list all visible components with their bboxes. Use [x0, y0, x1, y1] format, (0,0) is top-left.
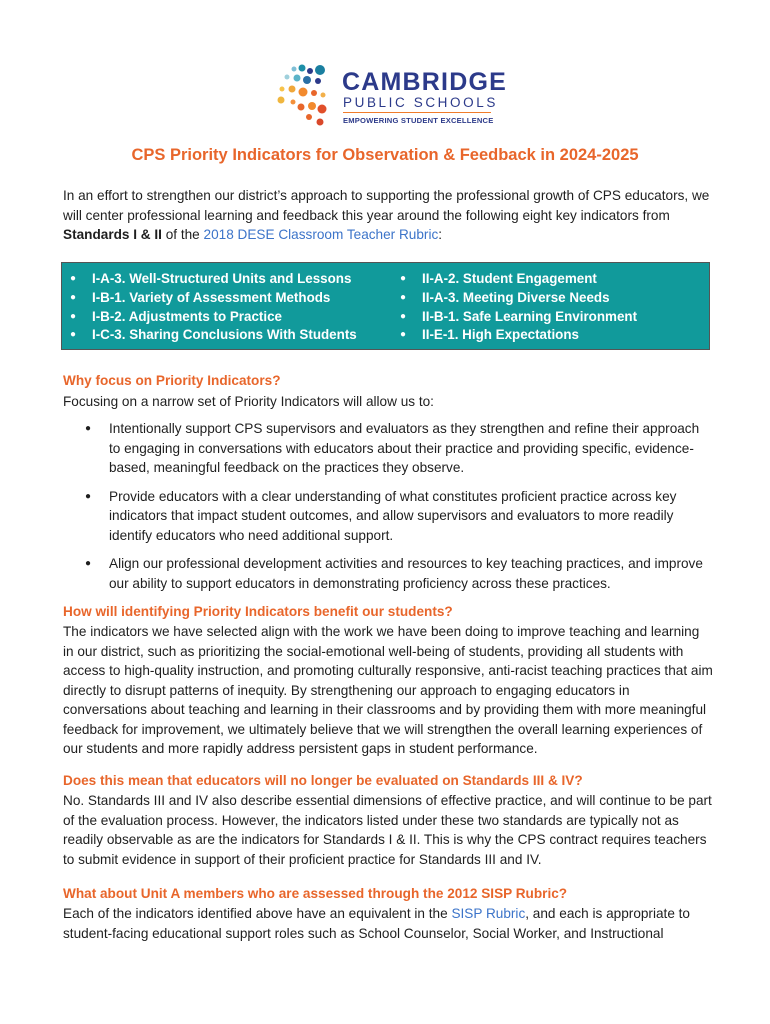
- intro-paragraph: [63, 186, 713, 245]
- indicator-item: ● I-B-2. Adjustments to Practice: [70, 308, 357, 327]
- why-heading: Why focus on Priority Indicators?: [63, 373, 281, 388]
- why-bullets: [63, 419, 713, 602]
- unita-text-2: , and each is appropriate to student-facing educational support roles such as School Counselor, Social Worker, and Instructional: [63, 906, 690, 941]
- intro-strong: Standards I & II: [63, 227, 162, 242]
- indicator-item: ● II-B-1. Safe Learning Environment: [400, 308, 637, 327]
- why-lead: Focusing on a narrow set of Priority Indicators will allow us to:: [63, 394, 434, 409]
- indicator-item: ● I-B-1. Variety of Assessment Methods: [70, 289, 357, 308]
- logo-divider: [343, 112, 491, 113]
- indicator-item: ● II-A-3. Meeting Diverse Needs: [400, 289, 637, 308]
- indicators-right-list: [400, 270, 637, 345]
- logo-name: CAMBRIDGE: [342, 68, 507, 96]
- standards-heading: Does this mean that educators will no longer be evaluated on Standards III & IV?: [63, 773, 583, 788]
- intro-text-1: In an effort to strengthen our district’s approach to supporting the professional growth of CPS educators, we will center professional learning and feedback this year around the following eight key indicators from: [63, 188, 710, 223]
- why-bullet: ● Align our professional development activities and resources to key teaching practices, and improve our ability to support educators in demonstrating proficiency across these practices.: [63, 554, 713, 593]
- indicator-item: ● I-C-3. Sharing Conclusions With Students: [70, 326, 357, 345]
- logo-dots-icon: [276, 64, 340, 130]
- logo-tagline: EMPOWERING STUDENT EXCELLENCE: [343, 116, 494, 125]
- unita-heading: What about Unit A members who are assessed through the 2012 SISP Rubric?: [63, 886, 568, 901]
- sisp-rubric-link[interactable]: SISP Rubric: [451, 906, 526, 921]
- unita-text-1: Each of the indicators identified above have an equivalent in the: [63, 906, 452, 921]
- indicator-item: ● I-A-3. Well-Structured Units and Lessons: [70, 270, 357, 289]
- cambridge-logo: [276, 64, 507, 130]
- standards-paragraph: No. Standards III and IV also describe essential dimensions of effective practice, and will continue to be part of the evaluation process. However, the indicators listed under these two standards are typically not as readily observable as are the indicators for Standards I & II. This is why the CPS contract requires teachers to submit evidence in support of their proficient practice for Standards III and IV.: [63, 793, 712, 867]
- why-bullet: ● Provide educators with a clear understanding of what constitutes proficient practice across key indicators that impact student outcomes, and allow supervisors and evaluators to more readily identify educators who need additional support.: [63, 487, 713, 546]
- logo-subtitle: PUBLIC SCHOOLS: [343, 95, 498, 110]
- unita-paragraph: [63, 904, 713, 943]
- benefit-paragraph: The indicators we have selected align with the work we have been doing to improve teaching and learning in our district, such as prioritizing the social-emotional well-being of students, providing all students with access to high-quality instruction, and promoting culturally responsive, anti-racist teaching practices that aim directly to disrupt patterns of inequity. By strengthening our approach to engaging educators in conversations about teaching and learning in their classrooms and by providing them with more meaningful feedback for improvement, we ultimately believe that we will strengthen the overall learning experiences of our students and more rapidly address persistent gaps in student performance.: [63, 624, 713, 756]
- priority-indicators-box: [61, 262, 710, 350]
- indicator-item: ● II-E-1. High Expectations: [400, 326, 637, 345]
- indicator-item: ● II-A-2. Student Engagement: [400, 270, 637, 289]
- why-bullet: ● Intentionally support CPS supervisors and evaluators as they strengthen and refine their approach to engaging in conversations with educators about their practice and providing specific, evidence-based, meaningful feedback on the practices they observe.: [63, 419, 713, 478]
- page-title: CPS Priority Indicators for Observation & Feedback in 2024-2025: [131, 146, 639, 164]
- intro-text-2: of the: [161, 227, 204, 242]
- rubric-link[interactable]: 2018 DESE Classroom Teacher Rubric: [203, 227, 439, 242]
- benefit-heading: How will identifying Priority Indicators benefit our students?: [63, 604, 453, 619]
- intro-text-3: :: [438, 227, 443, 242]
- indicators-left-list: [70, 270, 357, 345]
